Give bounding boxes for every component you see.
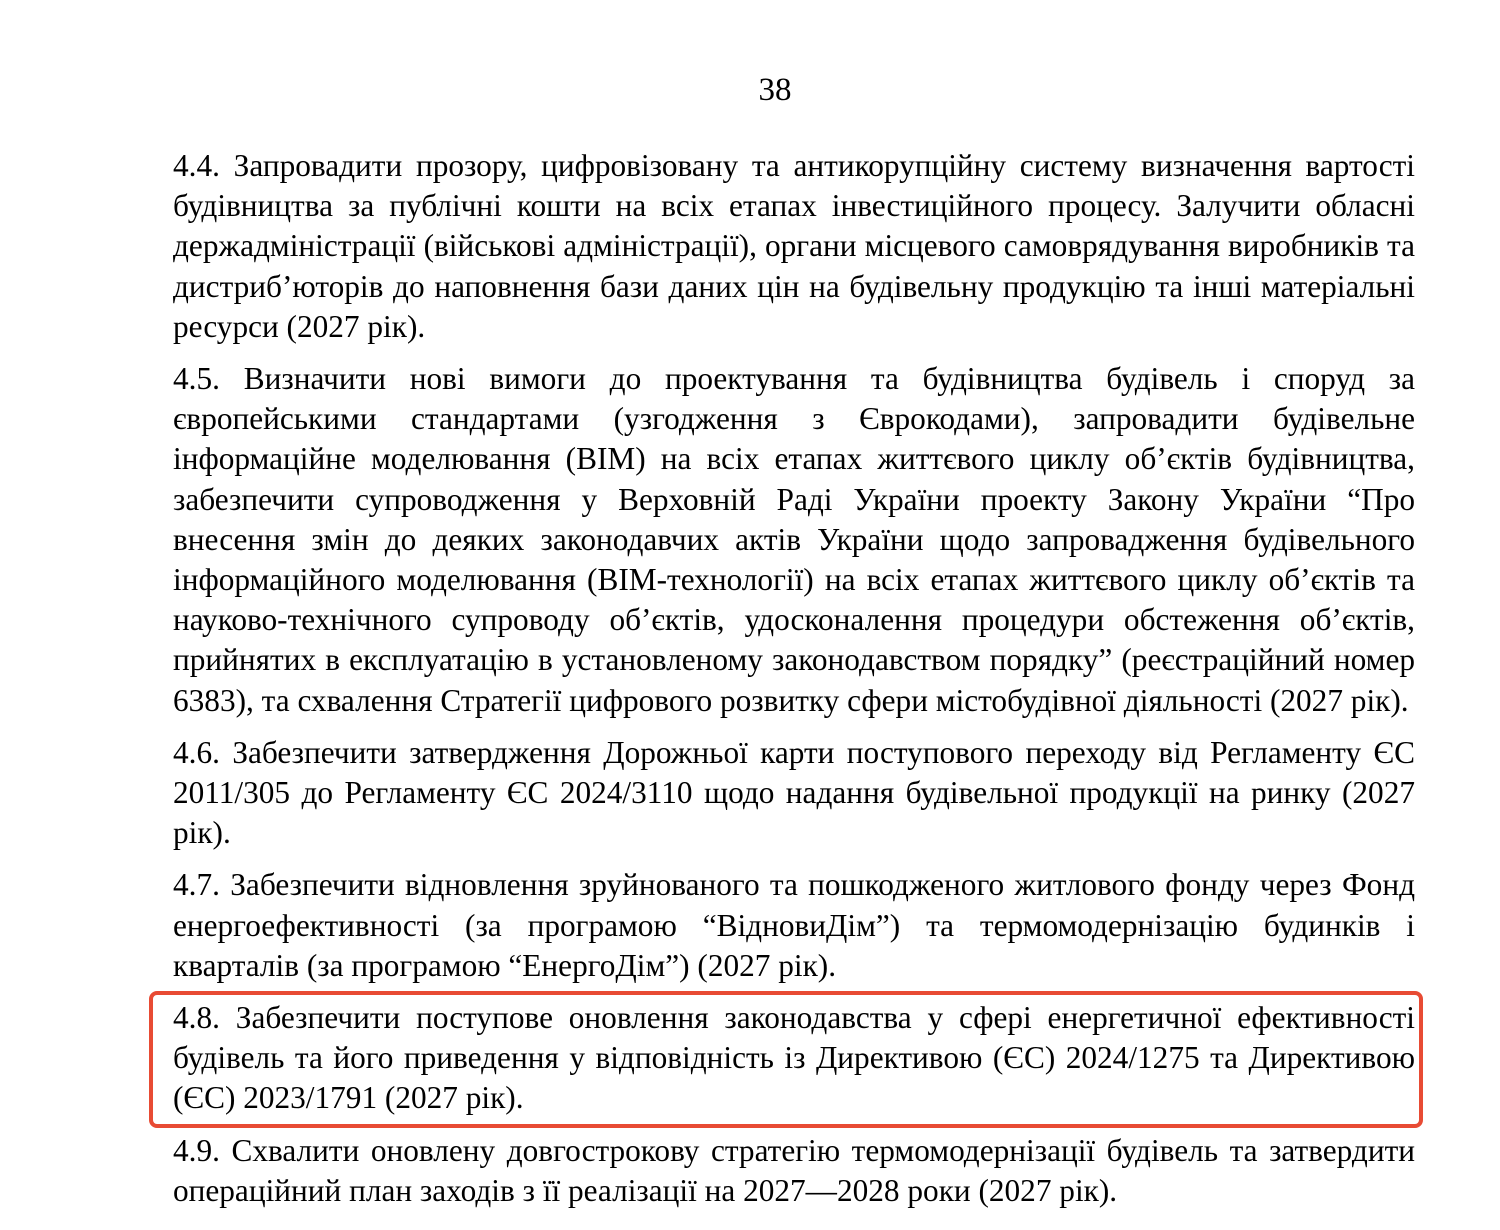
list-item-4-5	[173, 359, 1415, 721]
item-text: Забезпечити поступове оновлення законодавства у сфері енергетичної ефективності будівель та його приведення у відповідність із Директивою (ЄС) 2024/1275 та Директивою (ЄС) 2023/1791 (2027 рік).	[173, 1000, 1416, 1116]
list-item-4-9	[173, 1131, 1415, 1211]
document-body	[173, 146, 1415, 1223]
item-text: Забезпечити відновлення зруйнованого та пошкодженого житлового фонду через Фонд енергоефективності (за програмою “ВідновиДім”) та термомодернізацію будинків і кварталів (за програмою “ЕнергоДім”) (2027 рік).	[173, 867, 1415, 983]
item-text: Схвалити оновлену довгострокову стратегію термомодернізації будівель та затвердити операційний план заходів з її реалізації на 2027—2028 роки (2027 рік).	[173, 1132, 1416, 1208]
item-text: Запровадити прозору, цифровізовану та антикорупційну систему визначення вартості будівництва за публічні кошти на всіх етапах інвестиційного процесу. Залучити обласні держадміністрації (військові адміністрації), органи місцевого самоврядування виробників та дистриб’юторів до наповнення бази даних цін на будівельну продукцію та інші матеріальні ресурси (2027 рік).	[173, 148, 1415, 344]
item-number: 4.5.	[173, 361, 220, 397]
item-number: 4.6.	[173, 734, 220, 770]
list-item-4-4	[173, 146, 1415, 347]
page-number: 38	[758, 72, 792, 108]
item-number: 4.9.	[173, 1132, 220, 1168]
list-item-4-7	[173, 865, 1415, 986]
list-item-4-6	[173, 733, 1415, 854]
item-number: 4.8.	[173, 1000, 220, 1036]
list-item-4-8-highlighted	[173, 998, 1415, 1119]
item-number: 4.7.	[173, 867, 220, 903]
item-text: Забезпечити затвердження Дорожньої карти поступового переходу від Регламенту ЄС 2011/305 до Регламенту ЄС 2024/3110 щодо надання будівельної продукції на ринку (2027 рік).	[173, 734, 1415, 851]
item-text: Визначити нові вимоги до проектування та будівництва будівель і споруд за європейськими стандартами (узгодження з Єврокодами), запровадити будівельне інформаційне моделювання (BIM) на всіх етапах життєвого циклу об’єктів будівництва, забезпечити супроводження у Верховній Раді України проекту Закону України “Про внесення змін до деяких законодавчих актів України щодо запровадження будівельного інформаційного моделювання (BIM-технології) на всіх етапах життєвого циклу об’єктів та науково-технічного супроводу об’єктів, удосконалення процедури обстеження об’єктів, прийнятих в експлуатацію в установленому законодавством порядку” (реєстраційний номер 6383), та схвалення Стратегії цифрового розвитку сфери містобудівної діяльності (2027 рік).	[173, 361, 1415, 718]
item-number: 4.4.	[173, 148, 220, 183]
